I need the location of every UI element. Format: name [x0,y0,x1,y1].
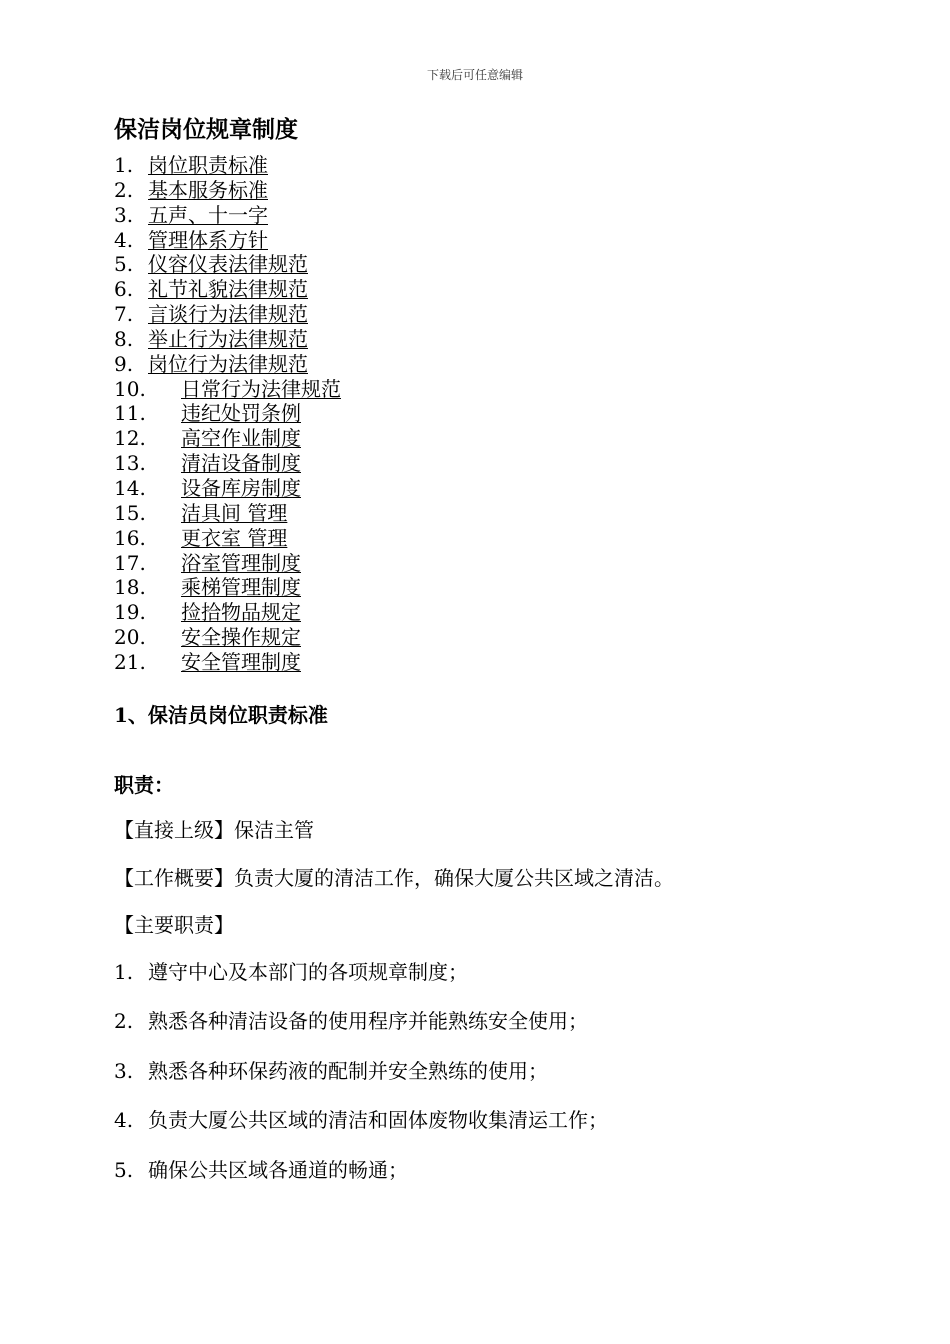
duty-number: 5. [114,1158,134,1182]
toc-link[interactable]: 举止行为法律规范 [148,326,308,351]
toc-item [114,352,341,377]
toc-number: 18. [114,575,146,600]
toc-item [114,426,341,451]
toc-item [114,451,341,476]
toc-item [114,501,341,526]
table-of-contents [114,153,341,675]
duty-item [114,1056,548,1086]
duty-text: 熟悉各种清洁设备的使用程序并能熟练安全使用； [148,1009,588,1033]
toc-number: 7. [114,302,134,327]
toc-number: 10. [114,376,146,401]
toc-link[interactable]: 乘梯管理制度 [181,575,301,600]
toc-link[interactable]: 更衣室 管理 [181,525,288,550]
toc-number: 3. [114,202,134,227]
duty-text: 遵守中心及本部门的各项规章制度； [148,960,468,984]
toc-number: 21. [114,649,146,674]
toc-item [114,178,341,203]
toc-number: 6. [114,277,134,302]
toc-link[interactable]: 清洁设备制度 [181,451,301,476]
duty-item [114,1105,608,1135]
toc-item [114,203,341,228]
toc-item [114,600,341,625]
duty-number: 2. [114,1009,134,1033]
toc-item [114,228,341,253]
toc-number: 12. [114,426,146,451]
toc-link[interactable]: 捡拾物品规定 [181,600,301,625]
toc-link[interactable]: 岗位职责标准 [148,153,268,177]
toc-link[interactable]: 基本服务标准 [148,177,268,202]
toc-link[interactable]: 洁具间 管理 [181,500,288,525]
duty-text: 负责大厦公共区域的清洁和固体废物收集清运工作； [148,1108,608,1132]
toc-number: 2. [114,177,134,202]
toc-item [114,526,341,551]
toc-number: 16. [114,525,146,550]
toc-number: 1. [114,153,134,177]
toc-number: 17. [114,550,146,575]
toc-link[interactable]: 岗位行为法律规范 [148,351,308,376]
toc-number: 19. [114,600,146,625]
toc-number: 13. [114,451,146,476]
toc-number: 14. [114,475,146,500]
toc-link[interactable]: 管理体系方针 [148,227,268,252]
toc-item [114,401,341,426]
toc-item [114,551,341,576]
toc-number: 20. [114,625,146,650]
toc-number: 4. [114,227,134,252]
toc-link[interactable]: 违纪处罚条例 [181,401,301,426]
duty-number: 4. [114,1108,134,1132]
toc-item [114,327,341,352]
toc-link[interactable]: 日常行为法律规范 [181,376,341,401]
toc-item [114,302,341,327]
overview-line: 【工作概要】负责大厦的清洁工作，确保大厦公共区域之清洁。 [114,866,674,890]
toc-item [114,377,341,402]
duty-number: 1. [114,960,134,984]
toc-link[interactable]: 浴室管理制度 [181,550,301,575]
toc-item [114,575,341,600]
toc-number: 5. [114,252,134,277]
toc-number: 9. [114,351,134,376]
toc-number: 11. [114,401,146,426]
toc-link[interactable]: 安全管理制度 [181,649,301,674]
toc-number: 8. [114,326,134,351]
duty-number: 3. [114,1059,134,1083]
toc-item [114,476,341,501]
toc-item [114,625,341,650]
toc-link[interactable]: 安全操作规定 [181,625,301,650]
document-title: 保洁岗位规章制度 [114,116,298,143]
toc-number: 15. [114,500,146,525]
toc-link[interactable]: 设备库房制度 [181,475,301,500]
toc-item [114,252,341,277]
toc-link[interactable]: 礼节礼貌法律规范 [148,277,308,302]
toc-item [114,153,341,178]
main-duties-label: 【主要职责】 [114,913,234,937]
supervisor-line: 【直接上级】保洁主管 [114,818,314,842]
toc-item [114,277,341,302]
toc-item [114,650,341,675]
toc-link[interactable]: 仪容仪表法律规范 [148,252,308,277]
duty-text: 确保公共区域各通道的畅通； [148,1158,408,1182]
toc-link[interactable]: 高空作业制度 [181,426,301,451]
duty-item [114,1155,408,1185]
duty-item [114,1006,588,1036]
duty-text: 熟悉各种环保药液的配制并安全熟练的使用； [148,1059,548,1083]
duty-heading: 职责： [114,773,174,797]
header-note: 下载后可任意编辑 [426,68,523,82]
section-heading: 1、保洁员岗位职责标准 [114,703,328,727]
toc-link[interactable]: 言谈行为法律规范 [148,302,308,327]
duty-item [114,957,468,987]
toc-link[interactable]: 五声、十一字 [148,202,268,227]
